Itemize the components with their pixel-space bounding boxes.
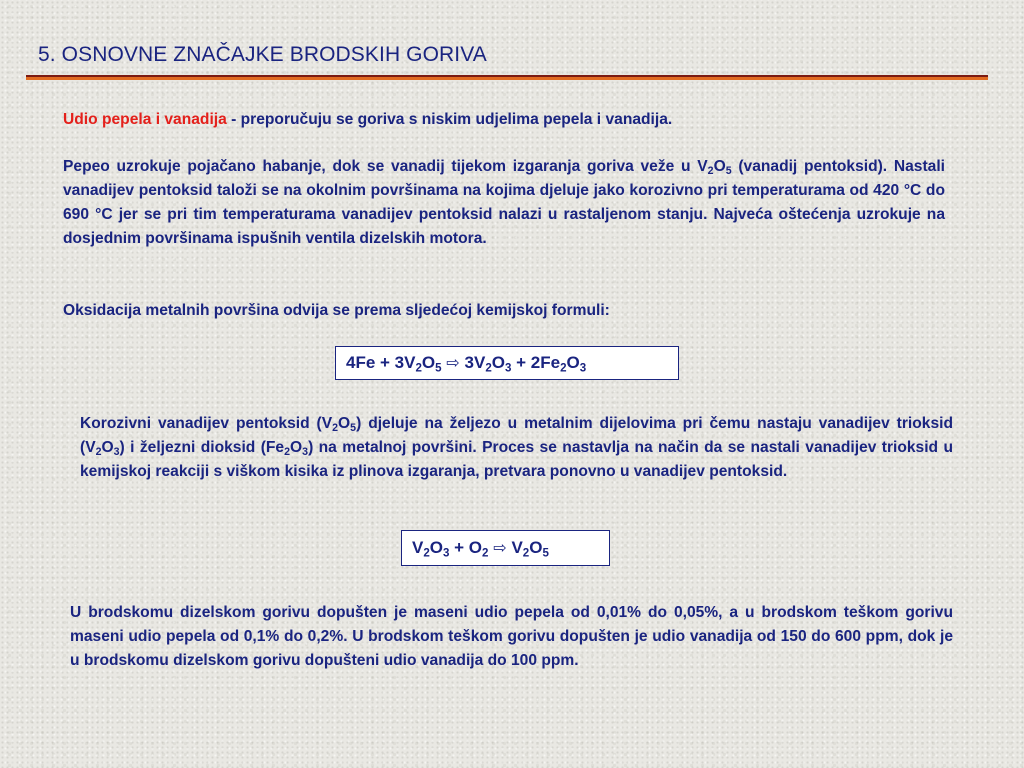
formula-text: O: [529, 538, 543, 557]
formula-subscript: 2: [415, 362, 422, 375]
paragraph2-text-a: Pepeo uzrokuje pojačano habanje, dok se vanadij tijekom izgaranja goriva veže u V: [63, 158, 708, 175]
formula-text: O: [491, 353, 505, 372]
reaction-arrow-icon: ⇨: [446, 354, 460, 372]
paragraph4-text: O: [338, 415, 351, 432]
formula-text: O: [421, 353, 436, 372]
formula-subscript: 5: [542, 547, 549, 560]
ash-limits-paragraph: U brodskomu dizelskom gorivu dopušten je maseni udio pepela od 0,01% do 0,05%, a u brodskom teškom gorivu maseni udio pepela od 0,1% do 0,2%. U brodskom teškom gorivu dopušten je udio vanadija od 150 do 600 ppm, dok je u brodskomu dizelskom gorivu dopušteni udio vanadija do 100 ppm.: [70, 604, 953, 669]
paragraph4-text: O: [290, 439, 303, 456]
formula-subscript: 2: [482, 547, 489, 560]
paragraph4-subscript: 3: [113, 446, 120, 459]
formula-subscript: 2: [522, 547, 530, 560]
paragraph2-text-c: (vanadij pentoksid). Nastali vanadijev pentoksid taloži se na okolnim površinama na kojima djeluje jako korozivno pri temperaturama od 420 °C do 690 °C jer se pri tim temperaturama vanadijev pentoksid nalazi u rastaljenom stanju. Najveća oštećenja uzrokuje na dosjednim površinama ispušnih ventila dizelskih motora.: [63, 158, 945, 247]
paragraph2-text-b: O: [713, 158, 726, 175]
paragraph4-text: Korozivni vanadijev pentoksid (V: [80, 415, 333, 432]
formula-text: + O: [449, 538, 483, 557]
paragraph2-subscript: 5: [725, 165, 732, 178]
paragraph4-text: ) na metalnoj površini. Proces se nastavlja na način da se nastali vanadijev trioksid u kemijskoj reakciji s viškom kisika iz plinova izgaranja, pretvara ponovno u vanadijev pentoksid.: [80, 439, 954, 480]
formula-subscript: 5: [435, 362, 442, 375]
intro-highlight: Udio pepela i vanadija: [63, 111, 227, 128]
formula-subscript: 3: [579, 362, 587, 375]
intro-text: - preporučuju se goriva s niskim udjelima pepela i vanadija.: [226, 111, 673, 128]
formula-text: O: [429, 538, 443, 557]
title-underline: [26, 75, 988, 80]
formula-subscript: 2: [485, 362, 492, 375]
formula-subscript: 2: [423, 547, 430, 560]
ash-vanadium-paragraph: [63, 155, 945, 251]
paragraph4-text: ) djeluje na željezo u metalnim dijelovima pri čemu nastaju vanadijev trioksid (V: [80, 415, 953, 456]
formula-text: 3V: [459, 353, 486, 372]
intro-paragraph: [63, 108, 953, 132]
formula-text: 4Fe + 3V: [346, 353, 416, 372]
formula-subscript: 3: [443, 547, 450, 560]
chemical-formula-box: [335, 346, 679, 380]
chemical-formula-box: [401, 530, 610, 566]
formula-text: V: [412, 538, 424, 557]
paragraph4-subscript: 2: [284, 446, 291, 459]
paragraph4-subscript: 3: [302, 446, 309, 459]
formula-subscript: 2: [560, 362, 567, 375]
paragraph4-subscript: 2: [332, 422, 339, 435]
oxidation-intro-paragraph: Oksidacija metalnih površina odvija se prema sljedećoj kemijskoj formuli:: [63, 302, 610, 319]
formula-text: + 2Fe: [511, 353, 561, 372]
paragraph4-text: ) i željezni dioksid (Fe: [119, 439, 285, 456]
reaction-arrow-icon: ⇨: [493, 539, 507, 557]
slide-title: 5. OSNOVNE ZNAČAJKE BRODSKIH GORIVA: [38, 43, 487, 66]
corrosion-paragraph: [80, 412, 953, 484]
paragraph2-subscript: 2: [707, 165, 714, 178]
formula-subscript: 3: [505, 362, 512, 375]
paragraph4-text: O: [101, 439, 114, 456]
formula-text: V: [506, 538, 523, 557]
paragraph4-subscript: 5: [350, 422, 357, 435]
paragraph4-subscript: 2: [95, 446, 102, 459]
formula-text: O: [566, 353, 580, 372]
